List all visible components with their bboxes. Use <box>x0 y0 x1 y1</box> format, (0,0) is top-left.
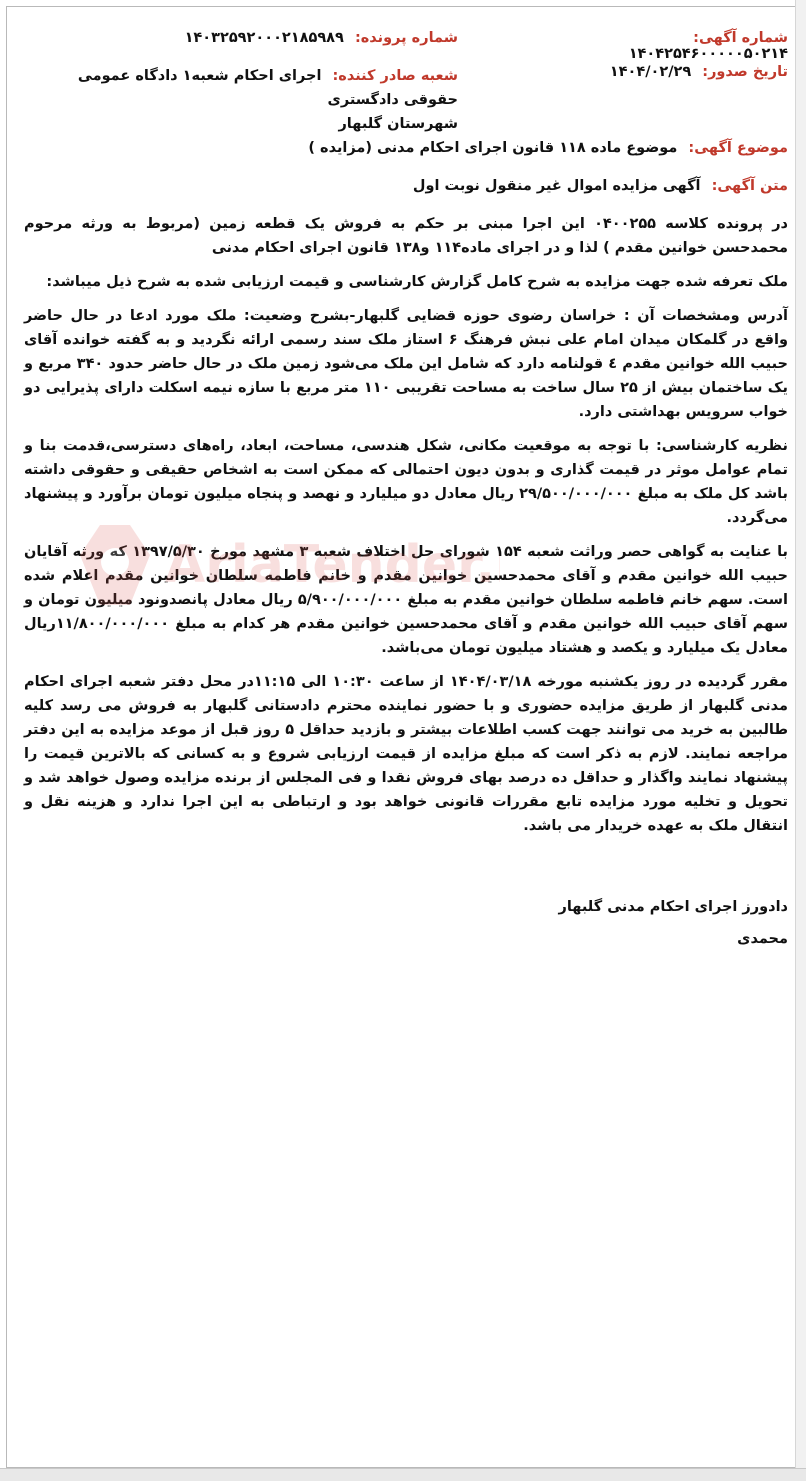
issue-date <box>538 64 788 80</box>
announcement-content <box>24 30 788 952</box>
issuing-branch <box>28 64 458 136</box>
signature-block <box>24 894 788 952</box>
paragraph-case: در پرونده کلاسه ۰۴۰۰۲۵۵ این اجرا مبنی بر حکم به فروش یک قطعه زمین (مربوط به ورثه مرحوم محمدحسن خوانین مقدم ) لذا و در اجرای ماده۱۱۴ و۱۳۸ قانون اجرای احکام مدنی <box>24 216 788 256</box>
ad-text-value: آگهی مزایده اموال غیر منقول نوبت اول <box>412 178 701 194</box>
case-number <box>28 30 458 46</box>
meta-row-2 <box>24 64 788 132</box>
issue-date-label: تاریخ صدور: <box>702 64 788 80</box>
ad-text-label: متن آگهی: <box>711 178 788 194</box>
case-number-value: ۱۴۰۳۲۵۹۲۰۰۰۲۱۸۵۹۸۹ <box>184 30 344 46</box>
paragraph-address: آدرس ومشخصات آن : خراسان رضوی حوزه قضایی گلبهار-بشرح وضعیت: ملک مورد ادعا در حال حاضر واقع در گلمکان میدان امام علی نبش فرهنگ ۶ استاز ملک سند رسمی ارائه نگردید و به گفته خوانده آقای حبیب الله خوانین مقدم ٤ قولنامه دارد که شامل این ملک می‌شود زمین ملک در حال حاضر حدود ۳۴۰ مربع و یک ساختمان بیش از ۲۵ سال ساخت به مساحت تقریبی ۱۱۰ متر مربع با سازه نیمه اسکلت دارای پذیرایی دو خواب سرویس بهداشتی دارد. <box>24 308 788 420</box>
issue-date-value: ۱۴۰۴/۰۲/۲۹ <box>609 64 692 80</box>
paragraph-auction-terms: مقرر گردیده در روز یکشنبه مورخه ۱۴۰۴/۰۳/۱۸ از ساعت ۱۰:۳۰ الی ۱۱:۱۵در محل دفتر شعبه اجرای احکام مدنی گلبهار از طریق مزایده حضوری و با حضور نماینده محترم دادستانی گلبهار به فروش می رسد کلیه طالبین به خرید می توانند جهت کسب اطلاعات بیشتر و بازدید حداقل ۵ روز قبل از موعد مزایده به این دفتر مراجعه نمایند. لازم به ذکر است که مبلغ مزایده از قیمت ارزیابی شروع و به کسانی که بالاترین قیمت را پیشنهاد نمایند واگذار و حداقل ده درصد بهای فروش نقدا و فی المجلس از برنده مزایده وصول خواهد شد و تحویل و تخلیه مورد مزایده تابع مقررات قانونی خواهد بود و ارتباطی به این اجرا ندارد و هزینه نقل و انتقال ملک به عهده خریدار می باشد. <box>24 674 788 834</box>
subject-label: موضوع آگهی: <box>688 140 788 156</box>
signature-title: دادورز اجرای احکام مدنی گلبهار <box>558 899 788 915</box>
paragraph-inheritance: با عنایت به گواهی حصر وراثت شعبه ۱۵۴ شورای حل اختلاف شعبه ۳ مشهد مورخ ۱۳۹۷/۵/۳۰ که ورثه آقایان حبیب الله خوانین مقدم و آقای محمدحسین خوانین مقدم و خانم فاطمه سلطان خوانین مقدم اعلام شده است. سهم خانم فاطمه سلطان خوانین مقدم به مبلغ ۵/۹۰۰/۰۰۰/۰۰۰ ریال معادل پانصدونود میلیون تومان و سهم آقای حبیب الله خوانین مقدم و آقای محمدحسین خوانین مقدم هر کدام به مبلغ ۱۱/۸۰۰/۰۰۰/۰۰۰ریال معادل یک میلیارد و یکصد و هشتاد میلیون تومان می‌باشد. <box>24 544 788 656</box>
subject-value: موضوع ماده ۱۱۸ قانون اجرای احکام مدنی (مزایده ) <box>308 140 678 156</box>
window-edge <box>795 0 806 1480</box>
case-number-label: شماره پرونده: <box>354 30 458 46</box>
ad-number-label: شماره آگهی: <box>693 30 788 46</box>
ad-title <box>24 174 788 198</box>
ad-number <box>538 30 788 62</box>
branch-line-2: شهرستان گلبهار <box>338 116 458 132</box>
ad-number-value: ۱۴۰۴۲۵۴۶۰۰۰۰۰۵۰۲۱۴ <box>628 46 788 62</box>
branch-line-1: اجرای احکام شعبه۱ دادگاه عمومی حقوقی دادگستری <box>77 68 458 108</box>
signature-name: محمدی <box>737 931 788 947</box>
subject <box>24 136 788 160</box>
paragraph-expert-opinion: نظریه کارشناسی: با توجه به موقعیت مکانی، شکل هندسی، مساحت، ابعاد، راه‌های دسترسی،قدمت بنا و تمام عوامل موثر در قیمت گذاری و بدون دیون احتمالی که ممکن است به اشخاص حقیقی و حقوقی داشته باشد کل ملک به مبلغ ۲۹/۵۰۰/۰۰۰/۰۰۰ ریال معادل دو میلیارد و نهصد و پنجاه میلیون تومان برآورد و پیشنهاد می‌گردد. <box>24 438 788 526</box>
horizontal-scrollbar[interactable] <box>0 1468 806 1481</box>
branch-label: شعبه صادر کننده: <box>332 68 458 84</box>
paragraph-intro: ملک تعرفه شده جهت مزایده به شرح کامل گزارش کارشناسی و قیمت ارزیابی شده به شرح ذیل میباشد: <box>46 274 788 290</box>
meta-row-1 <box>24 30 788 62</box>
